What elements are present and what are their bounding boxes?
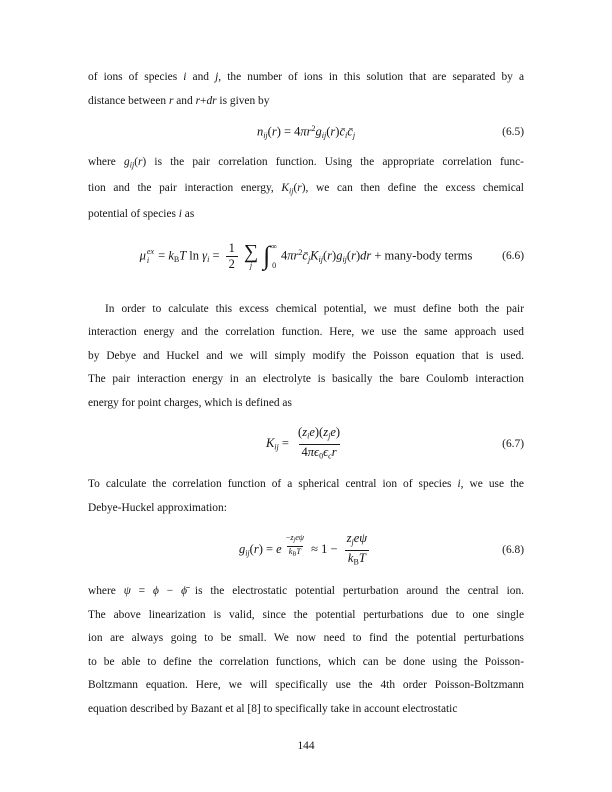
math-token: Debye-Huckel approximation: — [88, 501, 227, 514]
math-token: i — [183, 71, 187, 83]
math-token: tion and the pair interaction energy, — [88, 182, 282, 194]
math-token: r — [271, 124, 277, 139]
math-token: The pair interaction energy in an electrolyte is basically the bare Coulomb interaction — [88, 373, 524, 385]
math-token: of ions of species — [88, 71, 184, 83]
text-line — [88, 627, 524, 651]
math-token: where — [88, 156, 125, 168]
denominator — [345, 550, 369, 570]
math-token: = — [278, 435, 293, 450]
math-token: r — [253, 541, 259, 556]
math-token: z — [346, 531, 352, 545]
math-token: 2 — [228, 256, 235, 271]
math-token: where — [88, 585, 124, 597]
math-token: i — [345, 131, 348, 140]
math-token: c̄ — [347, 124, 353, 139]
math-token: e — [330, 425, 336, 439]
math-token: ij — [342, 254, 347, 264]
math-token: is given by — [216, 94, 270, 107]
text-line — [88, 497, 524, 521]
math-token: ≈ 1 − — [307, 541, 341, 556]
math-token: j — [215, 71, 219, 83]
math-token: distance between — [88, 94, 169, 107]
math-token: ( — [134, 156, 138, 168]
math-token: ( — [322, 247, 328, 262]
math-token: 4 — [301, 444, 308, 459]
math-token: T — [296, 546, 301, 556]
math-token: 2 — [311, 124, 316, 133]
integral — [263, 241, 277, 271]
equation-number: (6.8) — [502, 544, 524, 556]
text-line — [88, 151, 524, 177]
equation-body — [266, 425, 346, 463]
math-token: z — [302, 425, 308, 439]
math-token: ( — [249, 541, 254, 556]
math-token: + — [200, 94, 207, 107]
fraction — [226, 241, 238, 272]
math-token: 4 — [280, 247, 288, 262]
text-line — [88, 368, 524, 392]
math-token: μ — [139, 247, 146, 262]
paragraph-intro — [88, 66, 524, 113]
math-token: energy for point charges, which is defined as — [88, 396, 292, 409]
math-token: i — [307, 431, 310, 441]
math-token: r — [330, 124, 336, 139]
math-token: r — [168, 94, 174, 107]
math-token: n — [256, 124, 264, 139]
math-token: dr — [206, 94, 217, 107]
math-token: ij — [274, 442, 279, 452]
math-token: K — [265, 435, 275, 450]
math-token: interaction energy and the correlation function. Here, we use the same approach used — [88, 326, 524, 338]
math-token: − — [158, 585, 182, 597]
math-token: is the electrostatic potential perturbation around the central ion. — [187, 585, 524, 597]
math-token: πr — [300, 124, 312, 139]
math-token: ϕ — [153, 585, 159, 597]
text-line — [88, 674, 524, 698]
math-token: g — [336, 247, 343, 262]
math-token: r — [331, 444, 337, 459]
numerator — [226, 241, 238, 256]
math-token: r — [327, 247, 333, 262]
math-token: ij — [321, 131, 327, 140]
math-token: i — [146, 255, 150, 265]
denominator — [287, 546, 303, 560]
text-line — [88, 66, 524, 90]
math-token: j — [293, 537, 296, 544]
math-token: k — [168, 247, 174, 262]
math-token: j — [307, 254, 311, 264]
math-token: z — [290, 533, 294, 542]
math-token: ) — [335, 124, 340, 139]
math-token: r — [137, 156, 143, 168]
math-token: K — [310, 247, 319, 262]
math-token: i — [457, 478, 461, 490]
numerator — [284, 533, 306, 546]
text-line — [88, 604, 524, 628]
numerator — [344, 531, 370, 550]
sum-limit — [250, 261, 252, 270]
fraction — [284, 533, 306, 559]
math-token: g — [315, 124, 322, 139]
math-token: = — [209, 247, 223, 262]
math-token: c̄ — [302, 247, 308, 262]
math-token: e — [276, 541, 282, 556]
math-token: ) = 4 — [276, 124, 301, 139]
math-token: j — [351, 537, 354, 547]
page-content — [88, 66, 524, 721]
fraction — [344, 531, 370, 569]
math-token: c — [328, 451, 332, 460]
equation-6-8 — [88, 531, 524, 569]
math-token: potential of species — [88, 208, 179, 220]
denominator — [299, 444, 340, 464]
math-token: k — [347, 550, 354, 565]
paragraph-debye-huckel — [88, 473, 524, 520]
math-token: eψ — [295, 533, 304, 542]
math-token: T — [179, 247, 187, 262]
math-token: − — [285, 533, 291, 542]
math-token: K — [281, 182, 290, 194]
subscript — [147, 257, 149, 266]
math-token: ij — [318, 254, 323, 264]
equation-6-7 — [88, 425, 524, 463]
equation-body — [257, 124, 355, 140]
math-token: T — [358, 550, 366, 565]
math-token: 1 — [228, 240, 235, 255]
math-token: g — [124, 156, 130, 168]
math-token: and — [186, 71, 216, 83]
text-line — [88, 321, 524, 345]
math-token: ( — [326, 124, 331, 139]
equation-6-6 — [88, 241, 524, 272]
math-token: ij — [263, 131, 268, 140]
math-token: ij — [245, 548, 250, 558]
math-token: i — [178, 208, 182, 220]
math-token: by Debye and Huckel and we will simply modify the Poisson equation that is used. — [88, 349, 524, 362]
math-token: r — [195, 94, 200, 107]
math-token: ion are always going to be small. We now need to find the potential perturbations — [88, 632, 524, 644]
text-line — [88, 392, 524, 416]
equation-number: (6.6) — [502, 250, 524, 262]
math-token: ( — [267, 124, 272, 139]
math-token: k — [288, 546, 293, 556]
math-token: B — [292, 551, 297, 557]
equation-number: (6.5) — [502, 126, 524, 138]
equation-number: (6.7) — [502, 438, 524, 450]
math-token: , we use the — [460, 478, 524, 490]
math-token: ), we can then define the excess chemical — [301, 182, 524, 194]
math-token: to be able to define the correlation functions, which can be done using the Poisson- — [88, 655, 524, 668]
upper-limit: ∞ — [271, 242, 277, 251]
math-token: ) is the pair correlation function. Using the appropriate correlation func- — [142, 156, 524, 168]
math-token: To calculate the correlation function of a spherical central ion of species — [88, 478, 458, 490]
math-token: In order to calculate this excess chemical potential, we must define both the pair — [105, 302, 524, 315]
math-token: 2 — [298, 247, 303, 257]
math-token: Boltzmann equation. Here, we will specifically use the 4th order Poisson-Boltzmann — [88, 679, 524, 691]
math-token: j — [352, 131, 356, 140]
math-token: ) — [332, 247, 337, 262]
math-token: ( — [346, 247, 352, 262]
math-token: eψ — [353, 531, 368, 545]
equation-body — [239, 531, 373, 569]
summation — [243, 240, 259, 270]
math-token: ϵ — [323, 444, 329, 459]
math-token: 0 — [319, 451, 324, 460]
math-token: r — [351, 247, 356, 262]
denominator — [226, 256, 238, 272]
paragraph-potential-perturbation — [88, 580, 524, 721]
math-token: ex — [146, 247, 154, 257]
equation-6-5 — [88, 124, 524, 140]
math-token: j — [328, 431, 331, 441]
math-token: )( — [314, 425, 324, 439]
math-token: dr — [360, 247, 372, 262]
math-token: e — [309, 425, 315, 439]
text-line — [88, 580, 524, 604]
text-line — [88, 651, 524, 675]
integral-limits — [271, 241, 277, 271]
math-token: and — [173, 94, 196, 107]
math-token: The above linearization is valid, since the potential perturbations due to one single — [88, 608, 524, 621]
lower-limit: 0 — [272, 261, 277, 270]
text-line — [88, 203, 524, 227]
equation-body — [140, 241, 473, 272]
math-token: r — [297, 182, 302, 194]
math-token: πϵ — [307, 444, 320, 459]
math-token: = — [262, 541, 277, 556]
text-line — [88, 177, 524, 203]
sigma-operator: ∑ — [243, 240, 259, 263]
math-token: = — [130, 585, 153, 597]
text-line — [88, 473, 524, 497]
math-token: ij — [129, 160, 135, 170]
paragraph-approach — [88, 298, 524, 416]
math-token: B — [173, 254, 180, 264]
math-token: j — [249, 260, 253, 270]
math-token: g — [238, 541, 246, 556]
supsub-stack — [147, 248, 154, 265]
math-token: as — [181, 208, 195, 220]
math-token: ) — [355, 247, 361, 262]
numerator — [295, 425, 343, 444]
integral-operator: ∫ — [263, 241, 271, 270]
math-token: γ — [202, 247, 208, 262]
math-token: ij — [289, 186, 294, 196]
text-line — [88, 298, 524, 322]
math-token: πr — [287, 247, 299, 262]
math-token: ) — [258, 541, 263, 556]
math-token: + many-body terms — [371, 247, 473, 262]
math-token: ( — [293, 182, 298, 194]
fraction — [295, 425, 343, 463]
math-token: ϕ̄ — [181, 585, 188, 597]
text-line — [88, 345, 524, 369]
math-token: z — [323, 425, 329, 439]
math-token: , the number of ions in this solution that are separated by a — [218, 71, 525, 83]
math-token: ) — [335, 425, 341, 439]
math-token: = — [155, 247, 169, 262]
text-line — [88, 90, 524, 114]
paragraph-correlation-function — [88, 151, 524, 227]
math-token: i — [207, 254, 210, 264]
math-token: ψ — [123, 585, 131, 597]
math-token: c̄ — [339, 124, 346, 139]
math-token: equation described by Bazant et al [8] to specifically take in account electrostatic — [88, 702, 458, 715]
superscript-group — [283, 533, 307, 559]
text-line — [88, 698, 524, 722]
math-token: ln — [186, 247, 203, 262]
math-token: B — [353, 557, 359, 566]
math-token: ( — [298, 425, 303, 439]
page-number: 144 — [297, 740, 315, 752]
